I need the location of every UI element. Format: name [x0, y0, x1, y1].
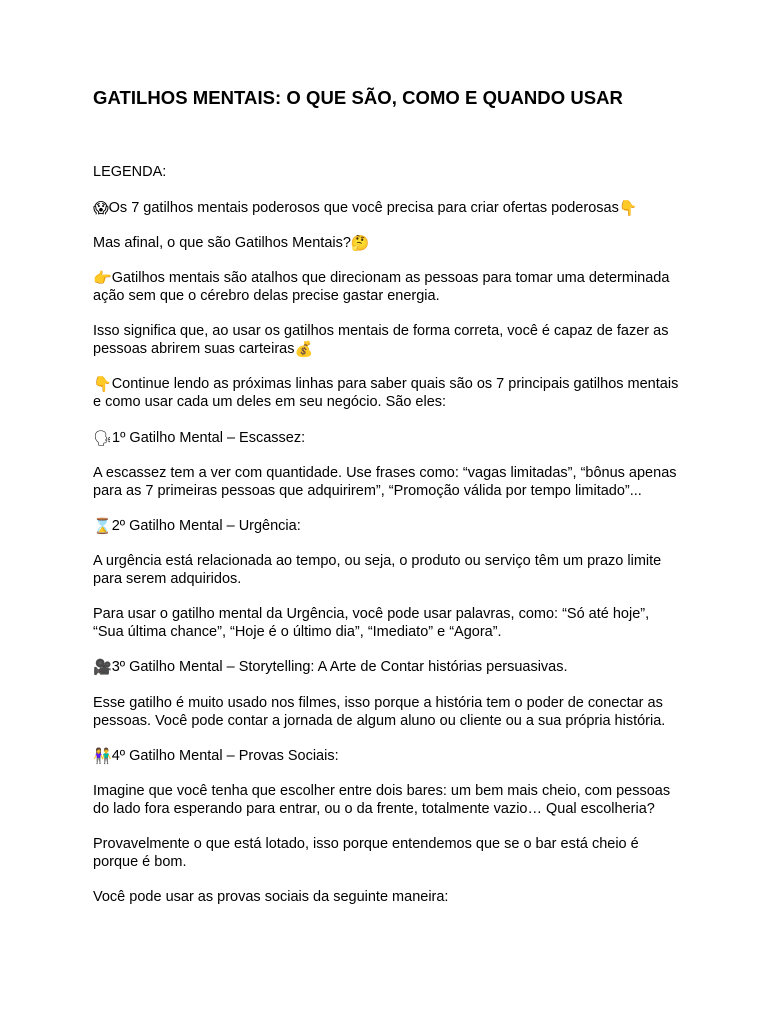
- paragraph-text: 4º Gatilho Mental – Provas Sociais:: [111, 748, 339, 764]
- heading-provas-sociais: [93, 747, 683, 765]
- paragraph-text: LEGENDA:: [93, 164, 167, 180]
- movie-camera-emoji-icon: 🎥: [93, 658, 112, 676]
- paragraph-text: Gatilhos mentais são atalhos que direcionam as pessoas para tomar uma determinada ação sem que o cérebro delas precise gastar energia.: [93, 270, 670, 304]
- paragraph-bares: [93, 782, 683, 818]
- paragraph-continue: [93, 375, 683, 411]
- paragraph-text: A urgência está relacionada ao tempo, ou seja, o produto ou serviço têm um prazo limite para serem adquiridos.: [93, 553, 662, 587]
- point-down-emoji-icon: 👇: [93, 375, 112, 393]
- paragraph-intro: [93, 199, 683, 217]
- people-emoji-icon: 👫: [93, 747, 112, 765]
- thinking-emoji-icon: 🤔: [350, 234, 370, 252]
- point-down-emoji-icon: 👇: [618, 199, 638, 217]
- paragraph-text: Imagine que você tenha que escolher entre dois bares: um bem mais cheio, com pessoas do lado fora esperando para entrar, ou o da frente, totalmente vazio… Qual escolheria?: [93, 783, 671, 817]
- paragraph-text: 1º Gatilho Mental – Escassez:: [112, 430, 306, 446]
- paragraph-text: Continue lendo as próximas linhas para saber quais são os 7 principais gatilhos mentais e como usar cada um deles em seu negócio. São eles:: [93, 376, 679, 410]
- hourglass-emoji-icon: ⌛: [93, 517, 112, 535]
- paragraph-question: [93, 234, 683, 252]
- heading-urgencia: [93, 517, 683, 535]
- paragraph-text: Você pode usar as provas sociais da seguinte maneira:: [93, 889, 449, 905]
- heading-escassez: [93, 429, 683, 447]
- heading-storytelling: [93, 658, 683, 676]
- paragraph-text: Provavelmente o que está lotado, isso porque entendemos que se o bar está cheio é porque é bom.: [93, 836, 639, 870]
- point-right-emoji-icon: 👉: [93, 269, 112, 287]
- money-bag-emoji-icon: 💰: [294, 340, 314, 358]
- paragraph-escassez: [93, 464, 683, 500]
- paragraph-text: Os 7 gatilhos mentais poderosos que você precisa para criar ofertas poderosas: [108, 200, 619, 216]
- paragraph-text: A escassez tem a ver com quantidade. Use frases como: “vagas limitadas”, “bônus apenas para as 7 primeiras pessoas que adquirirem”, “Promoção válida por tempo limitado”...: [93, 465, 677, 499]
- paragraph-text: 3º Gatilho Mental – Storytelling: A Arte de Contar histórias persuasivas.: [111, 659, 568, 675]
- paragraph-storytelling: [93, 694, 683, 730]
- paragraph-provas-uso: [93, 888, 683, 906]
- paragraph-text: 2º Gatilho Mental – Urgência:: [111, 518, 301, 534]
- document-title: GATILHOS MENTAIS: O QUE SÃO, COMO E QUANDO USAR: [93, 87, 623, 108]
- paragraph-legenda: [93, 163, 683, 181]
- paragraph-text: Esse gatilho é muito usado nos filmes, isso porque a história tem o poder de conectar as pessoas. Você pode contar a jornada de algum aluno ou cliente ou a sua própria história.: [93, 695, 666, 729]
- scream-emoji-icon: 😱: [93, 199, 109, 217]
- paragraph-text: Isso significa que, ao usar os gatilhos mentais de forma correta, você é capaz de fazer as pessoas abrirem suas carteiras: [93, 323, 669, 357]
- paragraph-urgencia-uso: [93, 605, 683, 641]
- paragraph-text: Para usar o gatilho mental da Urgência, você pode usar palavras, como: “Só até hoje”, “Sua última chance”, “Hoje é o último dia”, “Imediato” e “Agora”.: [93, 606, 650, 640]
- paragraph-text: Mas afinal, o que são Gatilhos Mentais?: [93, 235, 351, 251]
- paragraph-meaning: [93, 322, 683, 358]
- paragraph-urgencia: [93, 552, 683, 588]
- paragraph-lotado: [93, 835, 683, 871]
- paragraph-definition: [93, 269, 683, 305]
- speaking-head-emoji-icon: 🗣: [93, 429, 113, 447]
